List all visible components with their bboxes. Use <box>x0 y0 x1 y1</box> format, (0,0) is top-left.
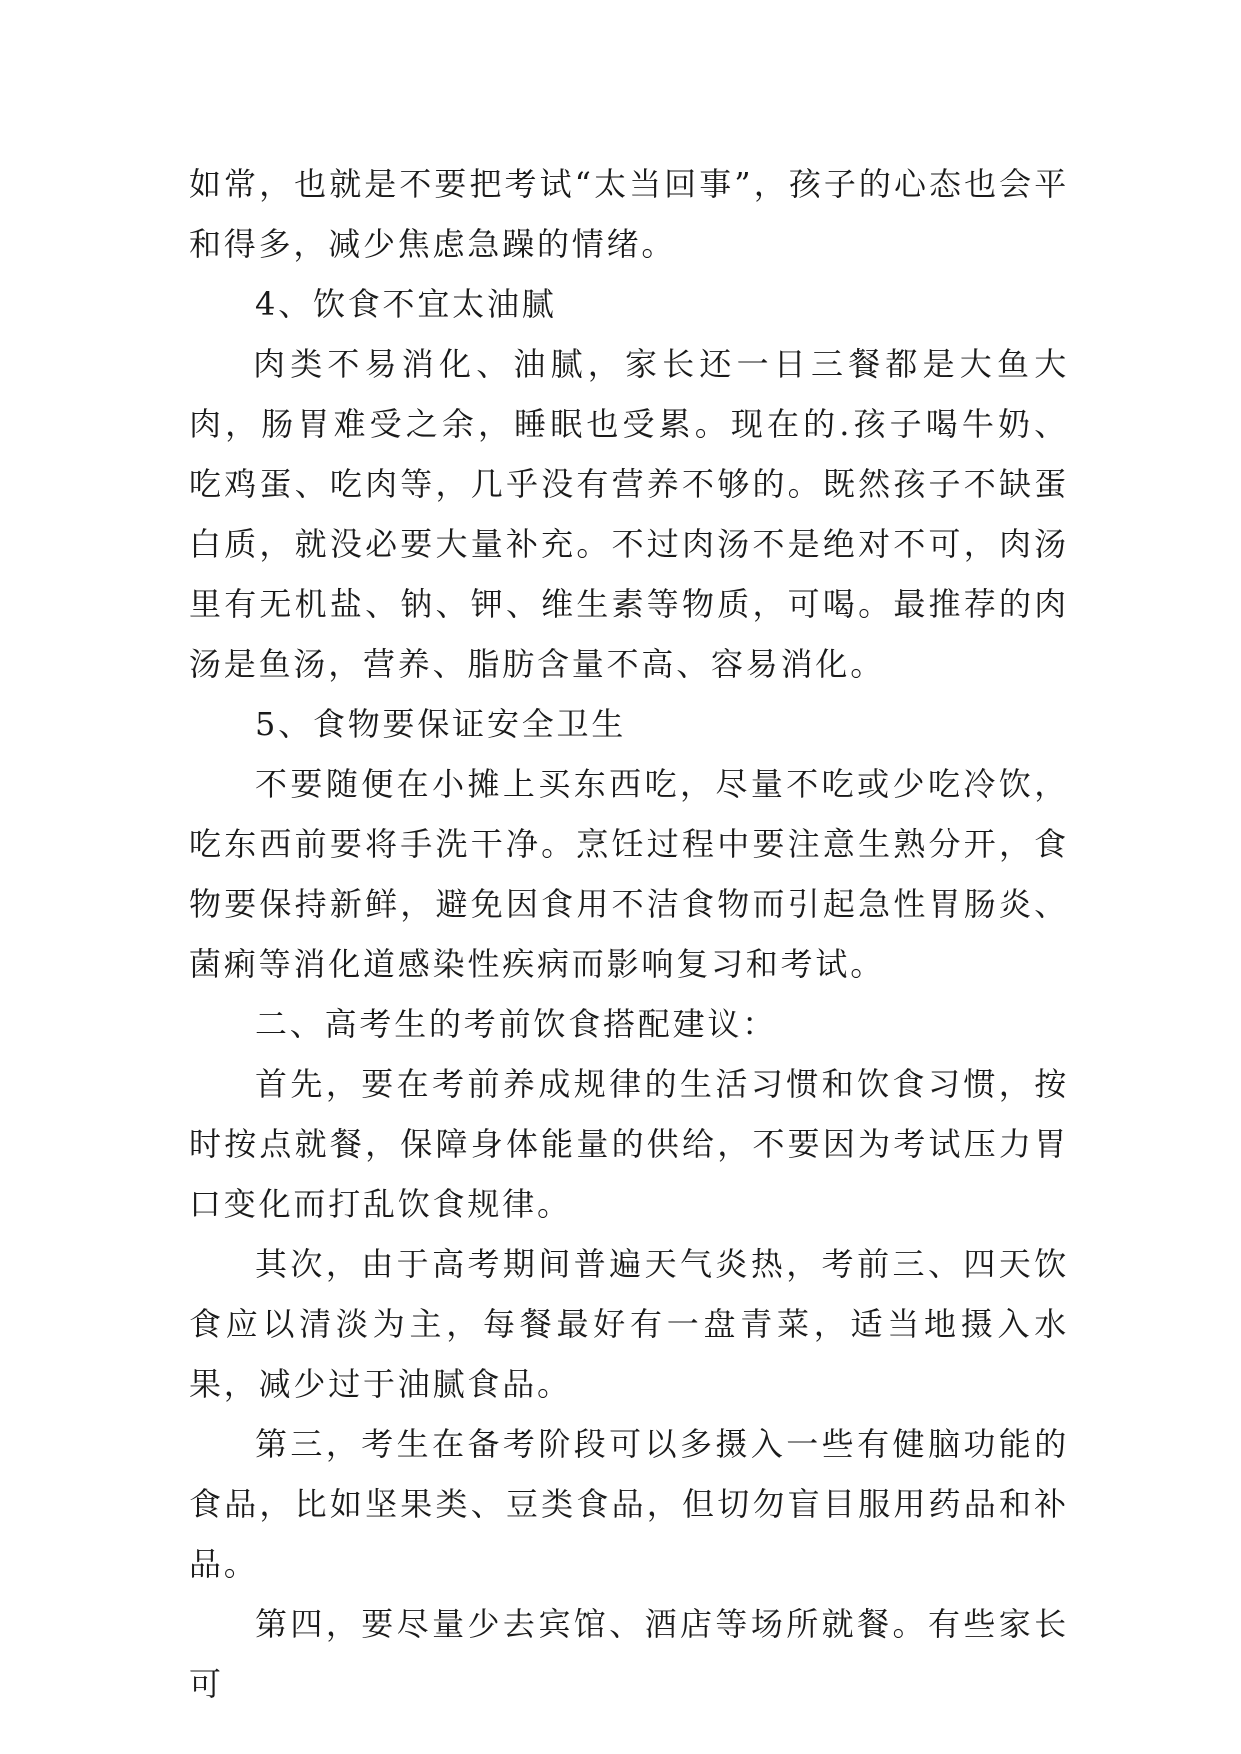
paragraph-second: 其次，由于高考期间普遍天气炎热，考前三、四天饮食应以清淡为主，每餐最好有一盘青菜，适当地摄入水果，减少过于油腻食品。 <box>189 1245 1069 1403</box>
document-body <box>189 154 1069 1714</box>
paragraph-hygiene: 不要随便在小摊上买东西吃，尽量不吃或少吃冷饮，吃东西前要将手洗干净。烹饪过程中要注意生熟分开，食物要保持新鲜，避免因食用不洁食物而引起急性胃肠炎、菌痢等消化道感染性疾病而影响复习和考试。 <box>189 765 1069 983</box>
paragraph-meat: 肉类不易消化、油腻，家长还一日三餐都是大鱼大肉，肠胃难受之余，睡眠也受累。现在的.孩子喝牛奶、吃鸡蛋、吃肉等，几乎没有营养不够的。既然孩子不缺蛋白质，就没必要大量补充。不过肉汤不是绝对不可，肉汤里有无机盐、钠、钾、维生素等物质，可喝。最推荐的肉汤是鱼汤，营养、脂肪含量不高、容易消化。 <box>189 345 1069 683</box>
paragraph-continuation: 如常，也就是不要把考试“太当回事”，孩子的心态也会平和得多，减少焦虑急躁的情绪。 <box>189 165 1069 263</box>
paragraph-third: 第三，考生在备考阶段可以多摄入一些有健脑功能的食品，比如坚果类、豆类食品，但切勿盲目服用药品和补品。 <box>189 1425 1069 1583</box>
paragraph-fourth: 第四，要尽量少去宾馆、酒店等场所就餐。有些家长可 <box>189 1605 1069 1703</box>
section-heading-2: 二、高考生的考前饮食搭配建议： <box>255 1005 778 1043</box>
heading-item-4: 4、饮食不宜太油腻 <box>255 285 557 323</box>
heading-item-5: 5、食物要保证安全卫生 <box>255 705 627 743</box>
paragraph-first: 首先，要在考前养成规律的生活习惯和饮食习惯，按时按点就餐，保障身体能量的供给，不要因为考试压力胃口变化而打乱饮食规律。 <box>189 1065 1069 1223</box>
